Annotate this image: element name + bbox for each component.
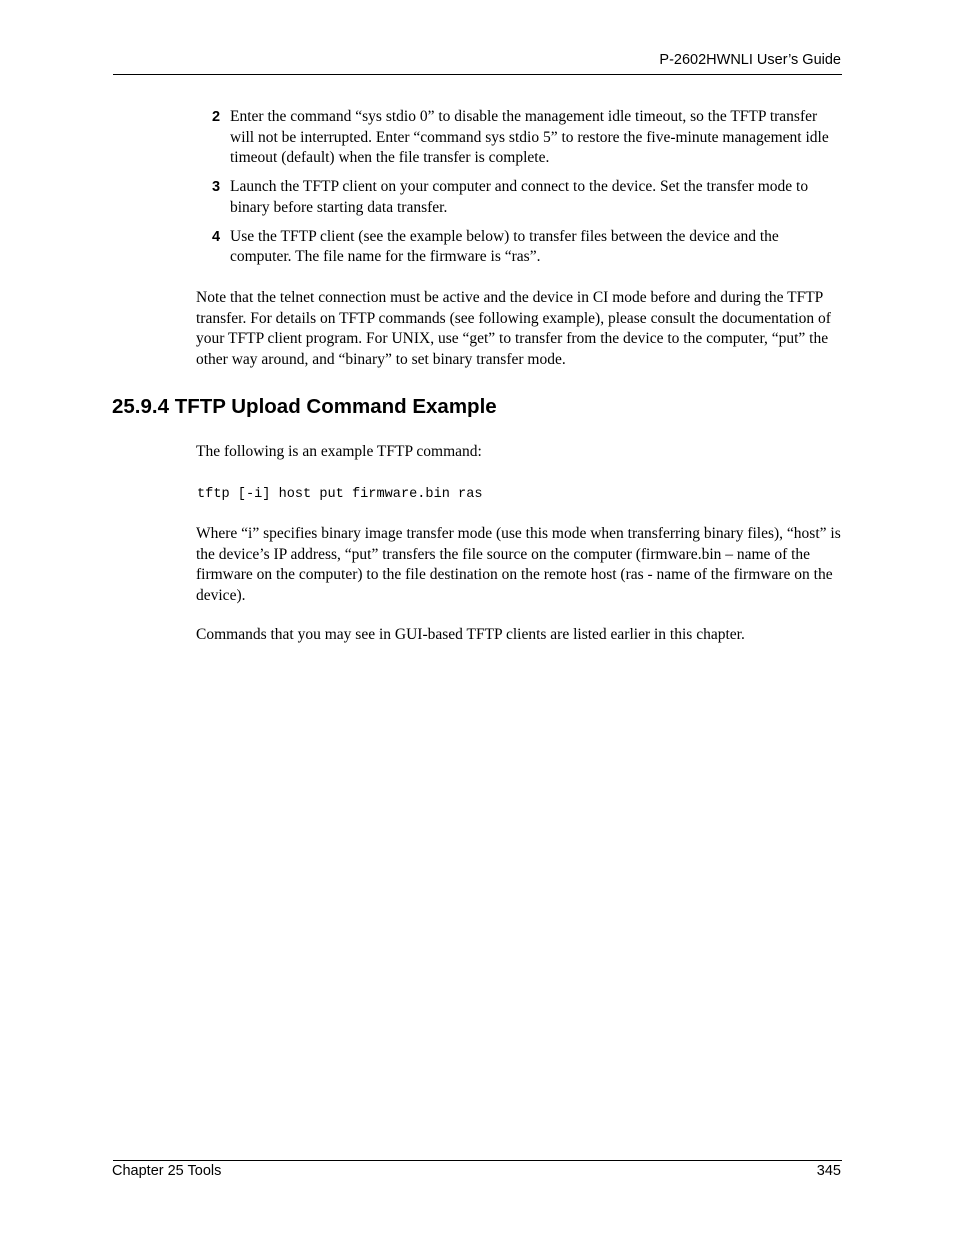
note-paragraph: Note that the telnet connection must be active and the device in CI mode before and during the TFTP transfer. For details on TFTP commands (see following example), please consult the documentation of your TFTP client program. For UNIX, use “get” to transfer from the device to the computer, “put” the other way around, and “binary” to set binary transfer mode.: [196, 289, 831, 368]
section-heading: 25.9.4 TFTP Upload Command Example: [112, 395, 497, 418]
list-item: [196, 107, 842, 169]
explanation-paragraph: Where “i” specifies binary image transfer mode (use this mode when transferring binary files), “host” is the device’s IP address, “put” transfers the file source on the computer (firmware.bin – name of the firmware on the computer) to the file destination on the remote host (ras - name of the firmware on the device).: [196, 525, 841, 604]
list-item: [196, 227, 842, 268]
footer-chapter: Chapter 25 Tools: [112, 1163, 222, 1179]
step-list: [196, 107, 842, 276]
footer-rule: [113, 1160, 842, 1161]
code-example: tftp [-i] host put firmware.bin ras: [197, 487, 483, 502]
step-text: Launch the TFTP client on your computer and connect to the device. Set the transfer mode to binary before starting data transfer.: [230, 178, 809, 216]
step-text: Use the TFTP client (see the example below) to transfer files between the device and the computer. The file name for the firmware is “ras”.: [230, 227, 779, 265]
intro-paragraph: The following is an example TFTP command:: [196, 443, 482, 460]
list-item: [196, 177, 842, 218]
closing-paragraph: Commands that you may see in GUI-based TFTP clients are listed earlier in this chapter.: [196, 626, 745, 643]
step-number: 2: [212, 109, 221, 125]
page-number: 345: [816, 1163, 841, 1179]
step-number: 3: [212, 179, 221, 195]
step-text: Enter the command “sys stdio 0” to disable the management idle timeout, so the TFTP transfer will not be interrupted. Enter “command sys stdio 5” to restore the five-minute management idle timeout (default) when the file transfer is complete.: [230, 108, 829, 166]
running-header-title: P-2602HWNLI User’s Guide: [659, 52, 841, 68]
step-number: 4: [212, 228, 221, 245]
header-rule: [113, 74, 842, 75]
